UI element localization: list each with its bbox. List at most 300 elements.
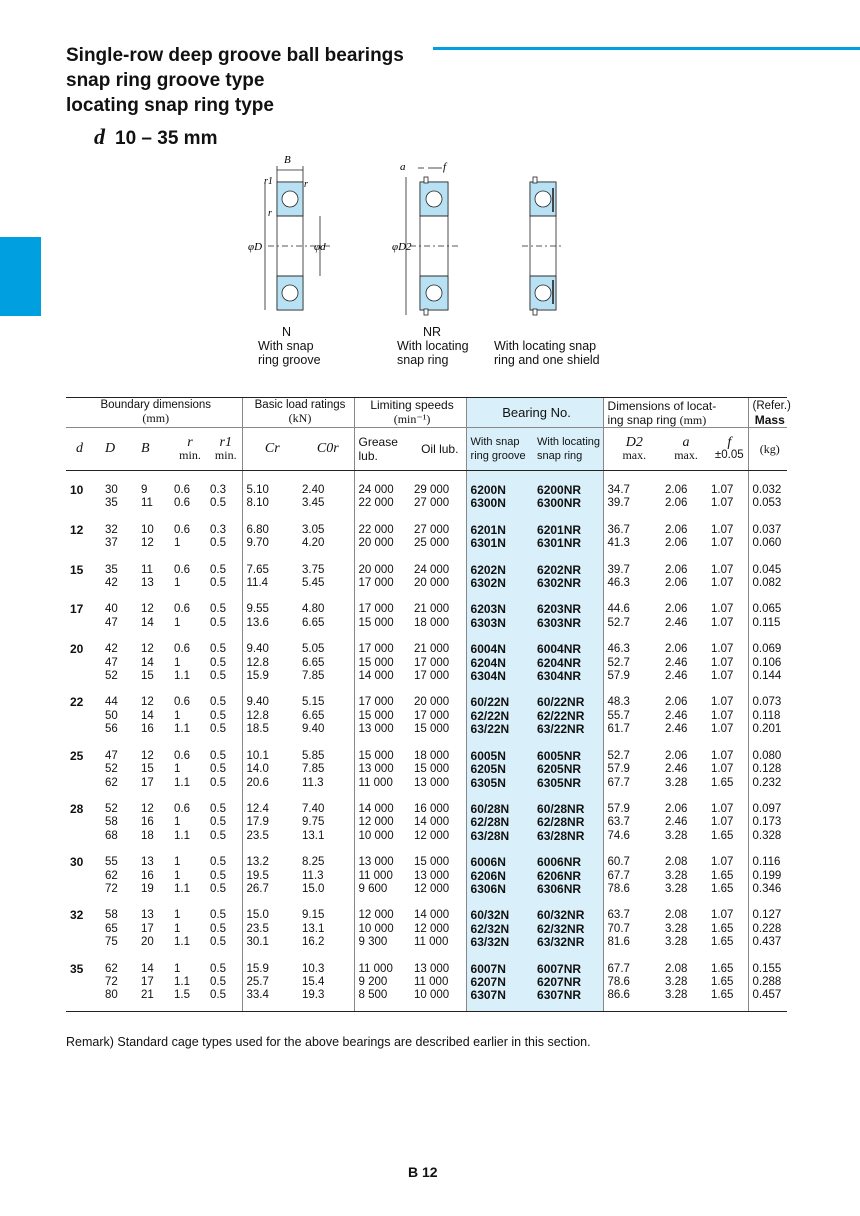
label-f: f <box>443 161 447 173</box>
cell-D2: 67.7 <box>603 870 661 883</box>
table-row <box>66 670 787 683</box>
cell-r1: 0.5 <box>210 936 226 949</box>
cell-oil: 16 000 <box>414 802 450 815</box>
cell-C0r: 7.40 <box>302 802 325 815</box>
cell-d: 25 <box>70 748 84 763</box>
page-number: B 12 <box>408 1164 438 1180</box>
cell-grease: 15 000 <box>354 657 410 670</box>
cell-grease: 13 000 <box>354 763 410 776</box>
cell-C0r: 8.25 <box>302 856 325 869</box>
cell-bearing-nr: 6303NR <box>533 617 603 630</box>
cell-f: 1.65 <box>711 829 734 842</box>
caption-nr <box>397 325 469 367</box>
cell-B: 12 <box>141 802 154 815</box>
cell-f: 1.07 <box>711 656 734 669</box>
cell-D2: 67.7 <box>603 777 661 790</box>
cell-r: 0.6 <box>174 749 190 762</box>
cell-r1: 0.5 <box>210 776 226 789</box>
cell-d: 12 <box>70 522 84 537</box>
cell-grease: 22 000 <box>354 511 410 537</box>
cell-mass: 0.199 <box>748 870 787 883</box>
cell-C0r: 9.15 <box>302 909 325 922</box>
cell-bearing-nr: 6007NR <box>533 950 603 976</box>
cell-bearing-n: 6300N <box>466 497 533 510</box>
cell-mass: 0.437 <box>748 936 787 949</box>
cell-B: 13 <box>141 909 154 922</box>
cell-oil: 15 000 <box>414 763 450 776</box>
cell-r: 0.6 <box>174 643 190 656</box>
cell-grease: 9 300 <box>354 936 410 949</box>
table-row <box>66 590 787 616</box>
cell-r: 0.6 <box>174 523 190 536</box>
cell-grease: 10 000 <box>354 830 410 843</box>
cell-r: 1.1 <box>174 829 190 842</box>
col-mass-unit: (kg) <box>748 428 787 471</box>
cell-d <box>66 816 101 829</box>
cell-Cr: 8.10 <box>242 497 298 510</box>
cell-mass: 0.037 <box>748 511 787 537</box>
cell-r: 1 <box>174 656 181 669</box>
cell-f: 1.65 <box>711 869 734 882</box>
cell-B: 19 <box>141 882 154 895</box>
cell-r1: 0.5 <box>210 962 226 975</box>
section-tab <box>0 237 41 316</box>
cell-d <box>66 763 101 776</box>
cell-grease: 9 200 <box>354 976 410 989</box>
cell-bearing-nr: 6204NR <box>533 657 603 670</box>
cell-D: 47 <box>105 749 118 762</box>
cell-B: 18 <box>141 829 154 842</box>
cell-D: 56 <box>105 723 118 736</box>
cell-B: 12 <box>141 603 154 616</box>
table-row <box>66 816 787 829</box>
cell-bearing-nr: 6004NR <box>533 630 603 656</box>
cell-B: 17 <box>141 922 154 935</box>
cell-bearing-nr: 6304NR <box>533 670 603 683</box>
cell-d <box>66 936 101 949</box>
cell-a: 3.28 <box>665 936 688 949</box>
cell-grease: 22 000 <box>354 497 410 510</box>
table-row <box>66 989 787 1011</box>
cell-r1: 0.5 <box>210 909 226 922</box>
cell-bearing-n: 62/32N <box>466 923 533 936</box>
cell-bearing-nr: 6302NR <box>533 577 603 590</box>
cell-r: 1.1 <box>174 670 190 683</box>
cell-a: 2.46 <box>665 723 688 736</box>
cell-mass: 0.080 <box>748 737 787 763</box>
cell-r: 1 <box>174 962 181 975</box>
cell-B: 16 <box>141 723 154 736</box>
size-range <box>94 124 217 150</box>
cell-bearing-n: 6301N <box>466 537 533 550</box>
caption-n-line2: With snap <box>258 339 314 353</box>
cell-r1: 0.5 <box>210 816 226 829</box>
cell-oil: 13 000 <box>414 776 450 789</box>
cell-r1: 0.5 <box>210 882 226 895</box>
cell-D2: 52.7 <box>603 657 661 670</box>
cell-D2: 48.3 <box>603 683 661 709</box>
cell-r1: 0.5 <box>210 616 226 629</box>
cell-grease: 13 000 <box>354 843 410 869</box>
cell-C0r: 5.15 <box>302 696 325 709</box>
cell-C0r: 9.40 <box>302 723 325 736</box>
cell-C0r: 11.3 <box>302 776 324 789</box>
cell-d: 10 <box>70 483 84 497</box>
cell-oil: 21 000 <box>414 643 450 656</box>
cell-D: 32 <box>105 523 118 536</box>
cell-mass: 0.457 <box>748 989 787 1011</box>
cell-r1: 0.5 <box>210 709 226 722</box>
diagram-nr <box>406 168 458 315</box>
cell-C0r: 9.75 <box>302 816 325 829</box>
cell-D2: 70.7 <box>603 923 661 936</box>
cell-D: 72 <box>105 975 118 988</box>
table-row <box>66 683 787 709</box>
cell-a: 2.06 <box>665 484 688 496</box>
cell-a: 2.06 <box>665 603 688 616</box>
cell-f: 1.07 <box>711 763 734 776</box>
cell-Cr: 10.1 <box>242 737 298 763</box>
cell-r1: 0.5 <box>210 670 226 683</box>
cell-r: 1.1 <box>174 936 190 949</box>
cell-C0r: 3.05 <box>302 523 325 536</box>
cell-bearing-nr: 62/32NR <box>533 923 603 936</box>
cell-grease: 15 000 <box>354 710 410 723</box>
cell-D: 47 <box>105 616 118 629</box>
title-rule <box>433 47 860 50</box>
cell-C0r: 16.2 <box>302 936 325 949</box>
cell-r: 1 <box>174 709 181 722</box>
cell-mass: 0.128 <box>748 763 787 776</box>
cell-C0r: 6.65 <box>302 656 325 669</box>
cell-D: 50 <box>105 709 118 722</box>
cell-a: 3.28 <box>665 975 688 988</box>
cell-bearing-nr: 63/32NR <box>533 936 603 949</box>
cell-Cr: 15.9 <box>242 670 298 683</box>
cell-d: 28 <box>70 801 84 816</box>
cell-a: 2.08 <box>665 856 688 869</box>
cell-grease: 17 000 <box>354 683 410 709</box>
cell-grease: 24 000 <box>354 471 410 498</box>
cell-D2: 67.7 <box>603 950 661 976</box>
cell-f: 1.07 <box>711 723 734 736</box>
cell-r1: 0.5 <box>210 749 226 762</box>
col-with-locating: With locating snap ring <box>533 428 603 471</box>
table-row <box>66 497 787 510</box>
cell-D: 35 <box>105 563 118 576</box>
cell-a: 2.46 <box>665 670 688 683</box>
cell-Cr: 9.40 <box>242 683 298 709</box>
col-D2: D2 max. <box>603 428 661 471</box>
cell-Cr: 12.8 <box>242 710 298 723</box>
title-line-2: snap ring groove type <box>66 70 265 91</box>
cell-f: 1.07 <box>711 523 734 536</box>
table-row <box>66 630 787 656</box>
cell-bearing-nr: 6301NR <box>533 537 603 550</box>
table-row <box>66 923 787 936</box>
table-row <box>66 737 787 763</box>
cell-r: 1 <box>174 816 181 829</box>
cell-grease: 10 000 <box>354 923 410 936</box>
cell-Cr: 26.7 <box>242 883 298 896</box>
cell-r: 1.1 <box>174 776 190 789</box>
col-B: B <box>137 428 170 471</box>
cell-D: 62 <box>105 869 118 882</box>
table-row <box>66 883 787 896</box>
cell-B: 14 <box>141 656 154 669</box>
cell-C0r: 15.0 <box>302 882 325 895</box>
cell-bearing-n: 62/28N <box>466 816 533 829</box>
cell-Cr: 9.40 <box>242 630 298 656</box>
cell-f: 1.07 <box>711 616 734 629</box>
cell-bearing-nr: 6201NR <box>533 511 603 537</box>
cell-D: 58 <box>105 909 118 922</box>
cell-grease: 9 600 <box>354 883 410 896</box>
diagram-shield <box>522 177 564 315</box>
cell-C0r: 2.40 <box>302 484 325 496</box>
label-a: a <box>400 161 406 173</box>
cell-oil: 27 000 <box>414 497 450 510</box>
cell-Cr: 11.4 <box>242 577 298 590</box>
cell-grease: 14 000 <box>354 790 410 816</box>
cell-oil: 12 000 <box>414 829 450 842</box>
cell-d <box>66 777 101 790</box>
cell-a: 3.28 <box>661 989 707 1011</box>
cell-B: 13 <box>141 577 154 590</box>
header-bearing-no: Bearing No. <box>466 398 603 428</box>
cell-mass: 0.115 <box>748 617 787 630</box>
cell-bearing-n: 6004N <box>466 630 533 656</box>
cell-mass: 0.346 <box>748 883 787 896</box>
cell-d <box>66 723 101 736</box>
table-row <box>66 511 787 537</box>
cell-a: 2.46 <box>665 709 688 722</box>
cell-oil: 24 000 <box>414 563 450 576</box>
table-row <box>66 710 787 723</box>
cell-D: 30 <box>105 484 118 496</box>
cell-f: 1.07 <box>711 603 734 616</box>
cell-r: 1 <box>174 869 181 882</box>
cell-D: 80 <box>101 989 137 1011</box>
cell-r: 1 <box>174 909 181 922</box>
col-grease: Grease lub. <box>354 428 410 471</box>
cell-D: 75 <box>105 936 118 949</box>
label-r-top: r <box>304 179 308 190</box>
cell-oil: 11 000 <box>414 936 449 949</box>
cell-r1: 0.5 <box>210 643 226 656</box>
cell-D2: 46.3 <box>603 577 661 590</box>
cell-oil: 12 000 <box>414 922 450 935</box>
cell-C0r: 7.85 <box>302 670 325 683</box>
cell-B: 12 <box>141 696 154 709</box>
caption-n-line3: ring groove <box>258 353 321 367</box>
cell-r1: 0.5 <box>210 696 226 709</box>
cell-a: 2.46 <box>665 616 688 629</box>
cell-C0r: 11.3 <box>302 869 324 882</box>
cell-B: 14 <box>141 962 154 975</box>
cell-mass: 0.144 <box>748 670 787 683</box>
cell-d: 30 <box>70 855 84 870</box>
cell-a: 3.28 <box>665 776 688 789</box>
caption-shield <box>494 339 600 367</box>
caption-nr-line3: snap ring <box>397 353 449 367</box>
cell-a: 2.06 <box>665 563 688 576</box>
cell-a: 3.28 <box>665 829 688 842</box>
cell-B: 14 <box>141 616 154 629</box>
cell-Cr: 15.9 <box>242 950 298 976</box>
cell-D: 37 <box>105 537 118 550</box>
cell-C0r: 6.65 <box>302 709 325 722</box>
cell-a: 2.46 <box>665 656 688 669</box>
cell-bearing-n: 6203N <box>466 590 533 616</box>
cell-f: 1.07 <box>711 816 734 829</box>
cell-bearing-nr: 6200NR <box>533 471 603 498</box>
cell-d: 35 <box>70 961 84 976</box>
cell-D2: 41.3 <box>603 537 661 550</box>
cell-oil: 17 000 <box>414 709 450 722</box>
cell-B: 16 <box>141 869 154 882</box>
cell-bearing-n: 6206N <box>466 870 533 883</box>
col-f: f ±0.05 <box>707 428 748 471</box>
cell-D: 52 <box>105 763 118 776</box>
cell-C0r: 15.4 <box>302 975 325 988</box>
cell-f: 1.07 <box>711 577 734 590</box>
cell-r1: 0.5 <box>210 577 226 590</box>
cell-d <box>66 710 101 723</box>
cell-Cr: 13.6 <box>242 617 298 630</box>
cell-oil: 25 000 <box>414 537 450 550</box>
cell-grease: 11 000 <box>354 950 410 976</box>
cell-B: 13 <box>141 856 154 869</box>
cell-mass: 0.032 <box>748 471 787 498</box>
cell-bearing-nr: 6006NR <box>533 843 603 869</box>
cell-bearing-n: 6200N <box>466 471 533 498</box>
cell-D2: 57.9 <box>603 670 661 683</box>
cell-a: 2.46 <box>665 763 688 776</box>
cell-D: 52 <box>105 802 118 815</box>
cell-r: 0.6 <box>174 603 190 616</box>
cell-f: 1.07 <box>711 749 734 762</box>
cell-D2: 44.6 <box>603 590 661 616</box>
cell-oil: 14 000 <box>414 816 450 829</box>
cell-d <box>66 577 101 590</box>
label-phiD: φD <box>248 241 263 253</box>
cell-mass: 0.073 <box>748 683 787 709</box>
cell-r1: 0.3 <box>210 523 226 536</box>
cell-grease: 8 500 <box>354 989 410 1011</box>
cell-d <box>66 989 101 1011</box>
cell-r1: 0.5 <box>210 563 226 576</box>
cell-mass: 0.053 <box>748 497 787 510</box>
cell-Cr: 19.5 <box>242 870 298 883</box>
cell-r: 1 <box>174 537 181 550</box>
cell-d <box>66 923 101 936</box>
cell-mass: 0.097 <box>748 790 787 816</box>
table-row <box>66 777 787 790</box>
cell-bearing-nr: 6202NR <box>533 551 603 577</box>
cell-D: 40 <box>105 603 118 616</box>
header-boundary: Boundary dimensions (mm) <box>66 398 242 428</box>
cell-oil: 13 000 <box>414 869 450 882</box>
cell-B: 15 <box>141 763 154 776</box>
cell-B: 12 <box>141 749 154 762</box>
cell-D2: 60.7 <box>603 843 661 869</box>
cell-f: 1.65 <box>711 882 734 895</box>
caption-nr-code: NR <box>423 325 442 339</box>
cell-r1: 0.5 <box>206 989 242 1011</box>
cell-r1: 0.5 <box>210 829 226 842</box>
page-title <box>66 43 404 118</box>
cell-bearing-n: 6304N <box>466 670 533 683</box>
header-speed: Limiting speeds (min⁻¹) <box>354 398 466 428</box>
cell-D2: 81.6 <box>603 936 661 949</box>
cell-f: 1.65 <box>711 922 734 935</box>
bearing-table <box>66 397 791 1012</box>
cell-B: 11 <box>141 497 153 510</box>
cell-mass: 0.232 <box>748 777 787 790</box>
cell-f: 1.07 <box>711 696 734 709</box>
cell-Cr: 12.4 <box>242 790 298 816</box>
cell-Cr: 18.5 <box>242 723 298 736</box>
cell-bearing-n: 6306N <box>466 883 533 896</box>
cell-D2: 52.7 <box>603 617 661 630</box>
range-text: 10 – 35 mm <box>115 128 218 149</box>
cell-r: 1.1 <box>174 723 190 736</box>
cell-Cr: 9.70 <box>242 537 298 550</box>
cell-Cr: 13.2 <box>242 843 298 869</box>
cell-grease: 15 000 <box>354 617 410 630</box>
cell-bearing-n: 6204N <box>466 657 533 670</box>
cell-mass: 0.065 <box>748 590 787 616</box>
col-a: a max. <box>661 428 707 471</box>
cell-r1: 0.5 <box>210 869 226 882</box>
cell-f: 1.07 <box>711 670 734 683</box>
cell-grease: 17 000 <box>354 577 410 590</box>
cell-bearing-n: 6005N <box>466 737 533 763</box>
cell-r: 1 <box>174 616 181 629</box>
label-phid: φd <box>314 241 326 253</box>
table-row <box>66 830 787 843</box>
cell-D2: 39.7 <box>603 497 661 510</box>
cell-d: 15 <box>70 562 84 577</box>
cell-D: 42 <box>105 643 118 656</box>
cell-C0r: 3.75 <box>302 563 325 576</box>
cell-f: 1.07 <box>711 856 734 869</box>
cell-mass: 0.201 <box>748 723 787 736</box>
cell-f: 1.07 <box>711 802 734 815</box>
cell-bearing-nr: 60/32NR <box>533 896 603 922</box>
cell-d <box>66 497 101 510</box>
caption-n <box>258 325 321 367</box>
cell-D2: 36.7 <box>603 511 661 537</box>
cell-D: 52 <box>105 670 118 683</box>
cell-r: 1.5 <box>170 989 206 1011</box>
cell-D: 68 <box>105 829 118 842</box>
cell-bearing-n: 63/32N <box>466 936 533 949</box>
cell-Cr: 9.55 <box>242 590 298 616</box>
cell-d <box>66 883 101 896</box>
cell-oil: 10 000 <box>410 989 466 1011</box>
cell-mass: 0.118 <box>748 710 787 723</box>
table-row <box>66 843 787 869</box>
cell-oil: 20 000 <box>414 577 450 590</box>
cell-Cr: 5.10 <box>242 471 298 498</box>
cell-r1: 0.5 <box>210 856 226 869</box>
cell-a: 2.06 <box>665 523 688 536</box>
cell-D2: 52.7 <box>603 737 661 763</box>
cell-oil: 27 000 <box>414 523 450 536</box>
cell-Cr: 30.1 <box>242 936 298 949</box>
